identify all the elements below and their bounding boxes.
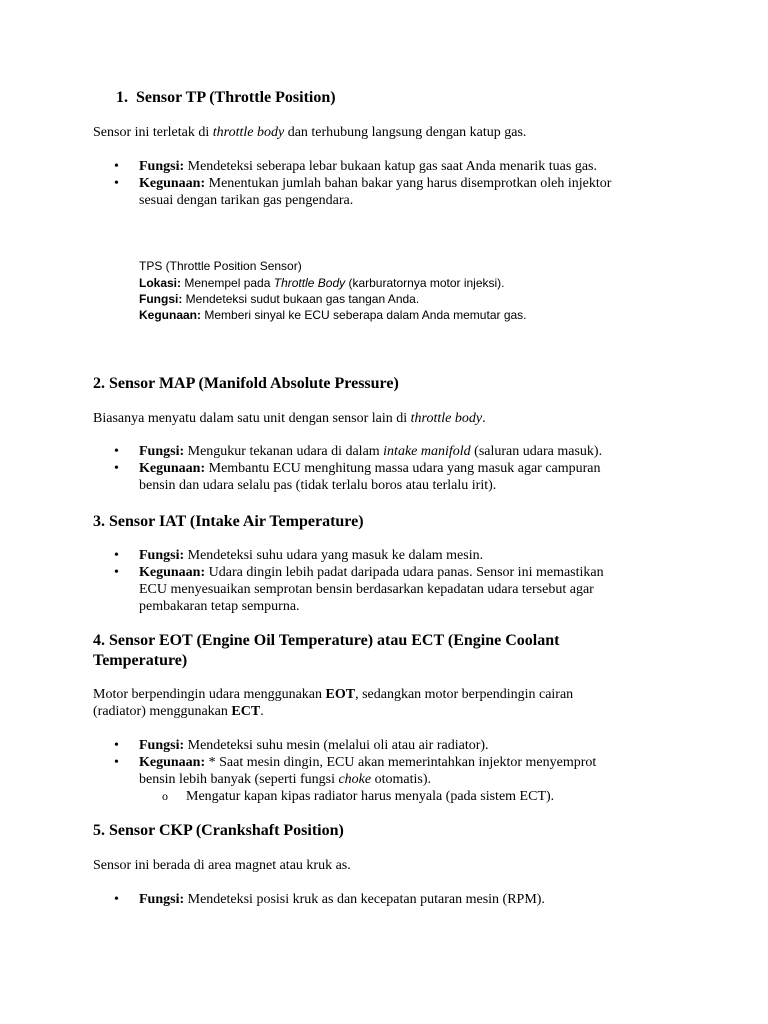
- s4-kegunaan-item: Kegunaan: * Saat mesin dingin, ECU akan memerintahkan injektor menyemprot bensin lebih banyak (seperti fungsi choke otomatis).: [139, 755, 597, 787]
- section-2-intro: Biasanya menyatu dalam satu unit dengan sensor lain di throttle body.: [93, 411, 486, 426]
- tps-box-lokasi: Lokasi: Menempel pada Throttle Body (karburatornya motor injeksi).: [139, 276, 505, 290]
- s4-sub-item: Mengatur kapan kipas radiator harus menyala (pada sistem ECT).: [186, 789, 555, 804]
- section-2-heading: 2. Sensor MAP (Manifold Absolute Pressure): [93, 375, 399, 392]
- tps-box-title: TPS (Throttle Position Sensor): [139, 259, 302, 273]
- section-1-number: 1.: [116, 89, 128, 106]
- bullet: •: [114, 892, 119, 907]
- s2-kegunaan-item: Kegunaan: Membantu ECU menghitung massa udara yang masuk agar campuran bensin dan udara selalu pas (tidak terlalu boros atau terlalu irit).: [139, 461, 601, 493]
- bullet: •: [114, 565, 119, 580]
- section-1-title: Sensor TP (Throttle Position): [136, 89, 336, 106]
- section-3-heading: 3. Sensor IAT (Intake Air Temperature): [93, 513, 364, 530]
- sub-bullet: o: [162, 789, 168, 803]
- s1-fungsi-item: Fungsi: Mendeteksi seberapa lebar bukaan katup gas saat Anda menarik tuas gas.: [139, 159, 597, 174]
- s4-fungsi-item: Fungsi: Mendeteksi suhu mesin (melalui oli atau air radiator).: [139, 738, 489, 753]
- bullet: •: [114, 444, 119, 459]
- section-4-heading: 4. Sensor EOT (Engine Oil Temperature) atau ECT (Engine Coolant Temperature): [93, 632, 560, 669]
- bullet: •: [114, 176, 119, 191]
- bullet: •: [114, 461, 119, 476]
- s3-fungsi-item: Fungsi: Mendeteksi suhu udara yang masuk ke dalam mesin.: [139, 548, 484, 563]
- bullet: •: [114, 159, 119, 174]
- s5-fungsi-item: Fungsi: Mendeteksi posisi kruk as dan kecepatan putaran mesin (RPM).: [139, 892, 545, 907]
- bullet: •: [114, 738, 119, 753]
- bullet: •: [114, 755, 119, 770]
- section-5-heading: 5. Sensor CKP (Crankshaft Position): [93, 822, 344, 839]
- bullet: •: [114, 548, 119, 563]
- tps-box-fungsi: Fungsi: Mendeteksi sudut bukaan gas tangan Anda.: [139, 292, 420, 306]
- section-1-heading: [116, 88, 336, 108]
- tps-box-kegunaan: Kegunaan: Memberi sinyal ke ECU seberapa dalam Anda memutar gas.: [139, 308, 527, 322]
- s2-fungsi-item: Fungsi: Mengukur tekanan udara di dalam intake manifold (saluran udara masuk).: [139, 444, 603, 459]
- section-4-intro: Motor berpendingin udara menggunakan EOT, sedangkan motor berpendingin cairan (radiator) menggunakan ECT.: [93, 687, 574, 719]
- s3-kegunaan-item: Kegunaan: Udara dingin lebih padat daripada udara panas. Sensor ini memastikan ECU menyesuaikan semprotan bensin berdasarkan kepadatan udara tersebut agar pembakaran tetap sempurna.: [139, 565, 604, 614]
- section-1-intro: Sensor ini terletak di throttle body dan terhubung langsung dengan katup gas.: [93, 125, 527, 140]
- s1-kegunaan-item: Kegunaan: Menentukan jumlah bahan bakar yang harus disemprotkan oleh injektor sesuai dengan tarikan gas pengendara.: [139, 176, 612, 208]
- section-5-intro: Sensor ini berada di area magnet atau kruk as.: [93, 858, 351, 873]
